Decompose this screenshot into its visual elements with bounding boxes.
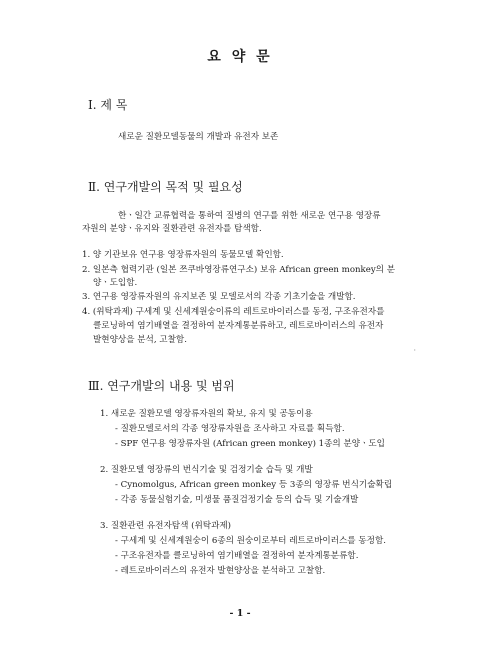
content-bullet: - 구조유전자를 클로닝하여 염기배열을 결정하여 분자계통분류함. xyxy=(115,551,359,561)
objective-item-continuation: 양ㆍ도입함. xyxy=(93,278,138,288)
section-2-intro-line: 자원의 분양ㆍ유지와 질환관련 유전자를 탐색함. xyxy=(82,224,262,234)
objective-item-continuation: 발현양상을 분석, 고찰함. xyxy=(93,335,187,345)
section-2-heading: Ⅱ. 연구개발의 목적 및 필요성 xyxy=(88,180,243,194)
objective-item: 2. 일본측 협력기관 (일본 쯔쿠바영장류연구소) 보유 African green monkey의 분 xyxy=(82,265,396,275)
section-3-heading: Ⅲ. 연구개발의 내용 및 범위 xyxy=(88,379,235,393)
content-bullet: - 레트로바이러스의 유전자 발현양상을 분석하고 고찰함. xyxy=(115,566,326,576)
content-bullet: - 각종 동물실험기술, 미생물 품질검정기술 등의 습득 및 기술개발 xyxy=(115,495,359,505)
content-group-title: 1. 새로운 질환모델 영장류자원의 확보, 유지 및 공동이용 xyxy=(100,409,313,419)
objective-item: 4. (위탁과제) 구세계 및 신세계원숭이류의 레트로바이러스를 동정, 구조유전자를 xyxy=(82,307,385,317)
page-number: - 1 - xyxy=(229,608,251,619)
page-title: 요 약 문 xyxy=(207,49,273,65)
section-2-intro-line: 한ㆍ일간 교류협력을 통하여 질병의 연구를 위한 새로운 연구용 영장류 xyxy=(118,211,381,221)
scan-mark: · xyxy=(413,346,416,355)
content-group-title: 2. 질환모델 영장류의 번식기술 및 검정기술 습득 및 개발 xyxy=(100,465,313,475)
objective-item-continuation: 클로닝하여 염기배열을 결정하여 분자계통분류하고, 레트로바이러스의 유전자 xyxy=(93,321,384,331)
content-bullet: - 구세계 및 신세계원숭이 6종의 원숭이로부터 레트로바이러스를 동정함. xyxy=(115,536,386,546)
content-bullet: - 질환모델로서의 각종 영장류자원을 조사하고 자료를 획득함. xyxy=(115,424,345,434)
project-title: 새로운 질환모델동물의 개발과 유전자 보존 xyxy=(118,132,279,142)
content-group-title: 3. 질환관련 유전자탐색 (위탁과제) xyxy=(100,521,232,531)
section-1-heading: Ⅰ. 제 목 xyxy=(88,98,128,112)
content-bullet: - Cynomolgus, African green monkey 등 3종의 영장류 번식기술확립 xyxy=(115,480,393,490)
objective-item: 1. 양 기관보유 연구용 영장류자원의 동물모델 확인함. xyxy=(82,250,284,260)
objective-item: 3. 연구용 영장류자원의 유지보존 및 모델로서의 각종 기초기술을 개발함. xyxy=(82,292,356,302)
content-bullet: - SPF 연구용 영장류자원 (African green monkey) 1종의 분양ㆍ도입 xyxy=(115,439,385,449)
